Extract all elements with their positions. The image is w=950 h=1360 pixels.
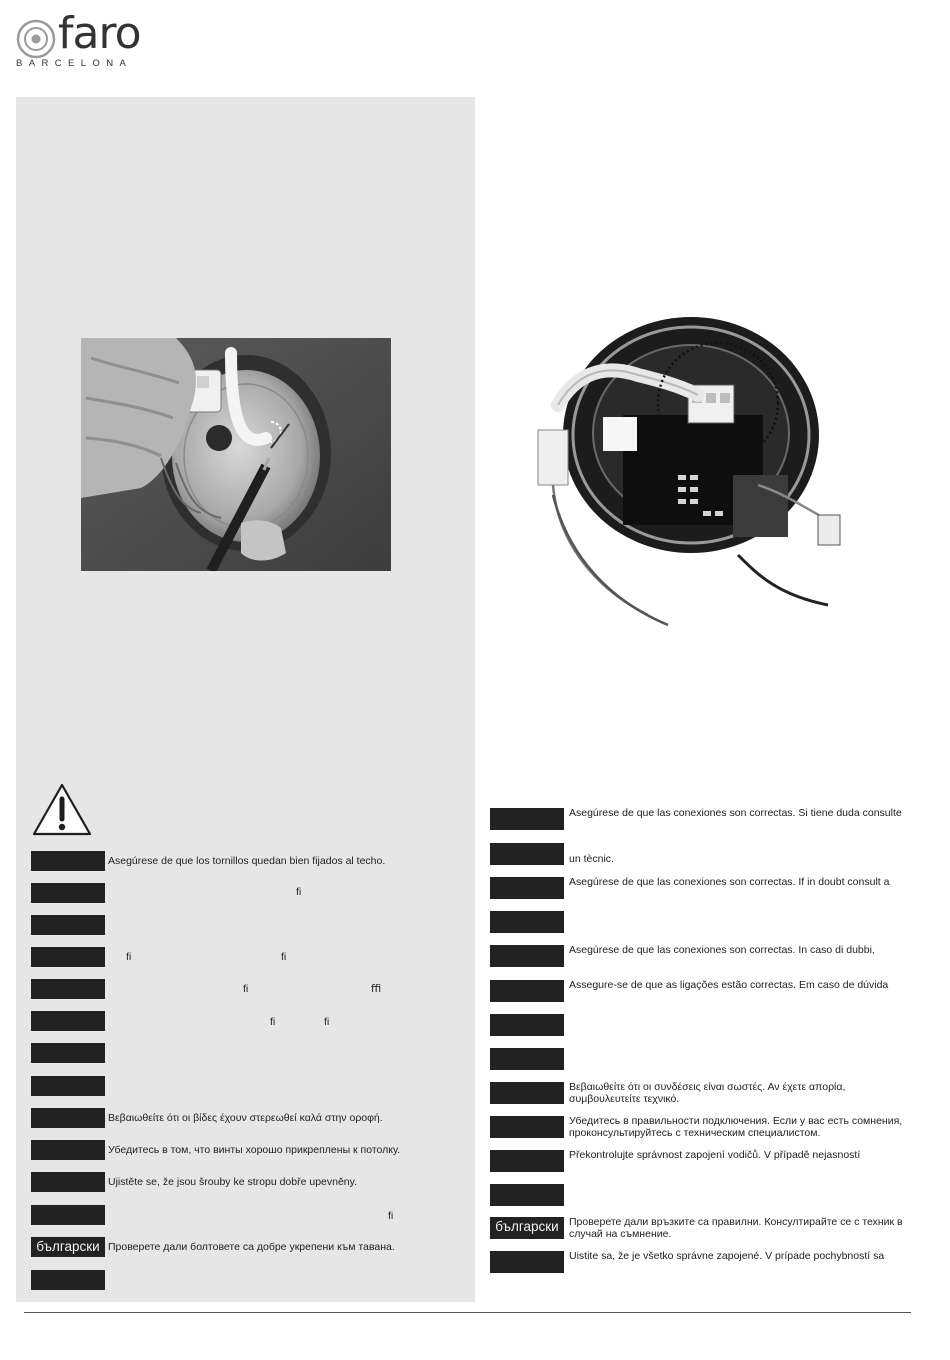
instruction-text: Překontrolujte správnost zapojení vodičů. V případě nejasností [569, 1149, 861, 1161]
language-tag [490, 1251, 564, 1273]
brand-name: faro [58, 8, 141, 59]
photo-screwing-base [81, 338, 391, 571]
language-tag [31, 1043, 105, 1063]
language-tag [31, 947, 105, 967]
language-tag [31, 1172, 105, 1192]
language-tag [31, 1076, 105, 1096]
ligature-glyph: ﬁ [270, 1016, 276, 1028]
language-tag [490, 808, 564, 830]
instruction-text: Asegúrese de que las conexiones son correctas. Si tiene duda consulte [569, 807, 902, 819]
photo-wiring [528, 315, 848, 627]
language-tag [490, 1048, 564, 1070]
instruction-text: Βεβαιωθείτε ότι οι συνδέσεις είναι σωστές. Αν έχετε απορία, συμβουλευτείτε τεχνικό. [569, 1081, 846, 1105]
photo-wiring-graphic [528, 315, 848, 627]
instruction-text: Assegure-se de que as ligações estão correctas. Em caso de dúvida [569, 979, 889, 991]
ligature-glyph: ﬁ [324, 1016, 330, 1028]
instruction-text: Βεβαιωθείτε ότι οι βίδες έχουν στερεωθεί καλά στην οροφή. [108, 1112, 383, 1124]
language-tag [490, 1184, 564, 1206]
faro-logo [16, 8, 156, 70]
instruction-text: Проверете дали връзките са правилни. Консултирайте се с техник в случай на съмнение. [569, 1216, 903, 1240]
language-tag [31, 883, 105, 903]
language-tag [490, 945, 564, 967]
instruction-text: Проверете дали болтовете са добре укрепени към тавана. [108, 1241, 395, 1253]
language-tag [31, 1108, 105, 1128]
ligature-glyph: ﬁ [296, 886, 302, 898]
brand-tagline: BARCELONA [16, 58, 133, 69]
language-tag [31, 915, 105, 935]
instruction-text: Asegúrese de que las conexiones son correctas. In caso di dubbi, [569, 944, 875, 956]
language-tag [490, 843, 564, 865]
language-tag [31, 1270, 105, 1290]
ligature-glyph: ﬁ [243, 983, 249, 995]
faro-ring-logo-icon [16, 19, 56, 59]
language-tag [31, 851, 105, 871]
language-tag [490, 1116, 564, 1138]
language-tag: български [31, 1237, 105, 1257]
language-tag [31, 1205, 105, 1225]
language-tag [490, 1014, 564, 1036]
ligature-glyph: ﬁ [388, 1210, 394, 1222]
language-tag [31, 1140, 105, 1160]
language-tag [31, 979, 105, 999]
language-tag: български [490, 1217, 564, 1239]
photo-screwing-base-graphic [81, 338, 391, 571]
instruction-text: Убедитесь в том, что винты хорошо прикреплены к потолку. [108, 1144, 401, 1156]
warning-triangle-icon [31, 782, 93, 837]
language-tag [490, 980, 564, 1002]
instruction-text: Asegúrese de que los tornillos quedan bien fijados al techo. [108, 855, 386, 867]
language-tag [31, 1011, 105, 1031]
language-tag [490, 911, 564, 933]
instruction-text: Uistite sa, že je všetko správne zapojené. V prípade pochybností sa [569, 1250, 885, 1262]
instruction-text: Ujistěte se, že jsou šrouby ke stropu dobře upevněny. [108, 1176, 358, 1188]
ligature-glyph: ﬃ [371, 983, 382, 995]
ligature-glyph: ﬁ [126, 951, 132, 963]
language-tag [490, 877, 564, 899]
footer-divider [24, 1312, 911, 1313]
ligature-glyph: ﬁ [281, 951, 287, 963]
instruction-text: un tècnic. [569, 853, 614, 865]
language-tag [490, 1082, 564, 1104]
instruction-text: Asegúrese de que las conexiones son correctas. If in doubt consult a [569, 876, 890, 888]
language-tag [490, 1150, 564, 1172]
instruction-text: Убедитесь в правильности подключения. Если у вас есть сомнения, проконсультируйтесь с техническим специалистом. [569, 1115, 903, 1139]
